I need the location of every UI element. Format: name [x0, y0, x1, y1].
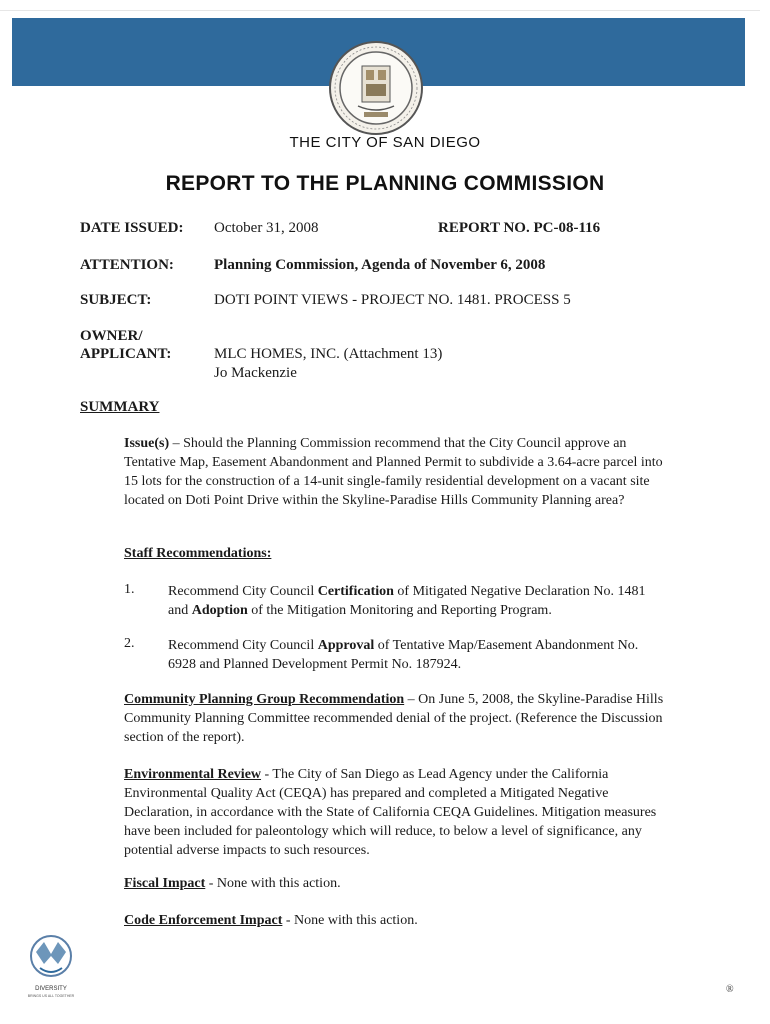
code-enforcement-label: Code Enforcement Impact	[124, 913, 283, 928]
environmental-review-text: - The City of San Diego as Lead Agency under the California Environmental Quality Act (CEQA) has prepared and completed a Mitigated Negative Declaration, in accordance with the State of California CEQA Guidelines. Mitigation measures have been included for paleontology which will reduce, to below a level of significance, any potential adverse impacts to such resources.	[124, 767, 657, 858]
recommendation-1-number: 1.	[124, 582, 135, 597]
environmental-review-paragraph	[124, 765, 664, 860]
fiscal-impact-text: - None with this action.	[205, 876, 341, 891]
owner-value-line1: MLC HOMES, INC. (Attachment 13)	[214, 346, 443, 362]
attention-value: Planning Commission, Agenda of November 6, 2008	[214, 257, 546, 273]
recommendation-2-number: 2.	[124, 636, 135, 651]
rec2-text-c: of Tentative Map/Easement Abandonment No. 6928 and Planned Development Permit No. 187924.	[168, 638, 639, 672]
community-planning-text: – On June 5, 2008, the Skyline-Paradise Hills Community Planning Committee recommended denial of the project. (Reference the Discussion section of the report).	[124, 692, 664, 745]
code-enforcement-text: - None with this action.	[282, 913, 418, 928]
rec2-text-a: Recommend City Council	[168, 638, 318, 653]
owner-label-line2: APPLICANT:	[80, 346, 172, 362]
issue-text: – Should the Planning Commission recommend that the City Council approve an Tentative Map, Easement Abandonment and Planned Permit to subdivide a 3.64-acre parcel into 15 lots for the construction of a 14-unit single-family residential development on a vacant site located on Doti Point Drive within the Skyline-Paradise Hills Community Planning area?	[124, 436, 663, 508]
date-issued-label: DATE ISSUED:	[80, 220, 184, 236]
recommendation-1	[168, 582, 668, 620]
diversity-logo-icon	[22, 930, 80, 1000]
rec1-text-b: Certification	[317, 584, 394, 599]
logo-text: DIVERSITY	[35, 986, 67, 992]
rec1-text-e: of the Mitigation Monitoring and Reporting Program.	[247, 603, 552, 618]
attention-label: ATTENTION:	[80, 257, 174, 273]
staff-heading-text: Staff Recommendations:	[124, 546, 272, 561]
owner-label-line1: OWNER/	[80, 328, 143, 344]
subject-value: DOTI POINT VIEWS - PROJECT NO. 1481. PROCESS 5	[214, 292, 571, 308]
subject-label: SUBJECT:	[80, 292, 152, 308]
rec2-text-b: Approval	[317, 638, 375, 653]
community-planning-label: Community Planning Group Recommendation	[124, 692, 405, 707]
summary-heading: SUMMARY	[80, 399, 160, 415]
fiscal-impact-paragraph	[124, 874, 664, 893]
fiscal-impact-label: Fiscal Impact	[124, 876, 206, 891]
code-enforcement-paragraph	[124, 911, 664, 930]
recommendation-2	[168, 636, 668, 674]
rec1-text-c: of Mitigated Negative Declaration No. 1481 and	[168, 584, 646, 618]
rec1-text-a: Recommend City Council	[168, 584, 318, 599]
city-seal-icon	[328, 40, 424, 136]
date-issued-value: October 31, 2008	[214, 220, 319, 236]
city-name: THE CITY OF SAN DIEGO	[289, 134, 481, 151]
logo-subtext: BRINGS US ALL TOGETHER	[27, 994, 75, 998]
staff-recommendations-heading	[124, 544, 664, 563]
rec1-text-d: Adoption	[191, 603, 248, 618]
page-mark: ®	[726, 984, 734, 995]
report-title: REPORT TO THE PLANNING COMMISSION	[165, 172, 605, 195]
environmental-review-label: Environmental Review	[124, 767, 262, 782]
report-number: REPORT NO. PC-08-116	[438, 220, 601, 236]
top-rule	[0, 10, 760, 11]
community-planning-paragraph	[124, 690, 664, 747]
issue-paragraph	[124, 434, 664, 510]
issue-label: Issue(s)	[124, 436, 170, 451]
owner-value-line2: Jo Mackenzie	[214, 365, 297, 381]
